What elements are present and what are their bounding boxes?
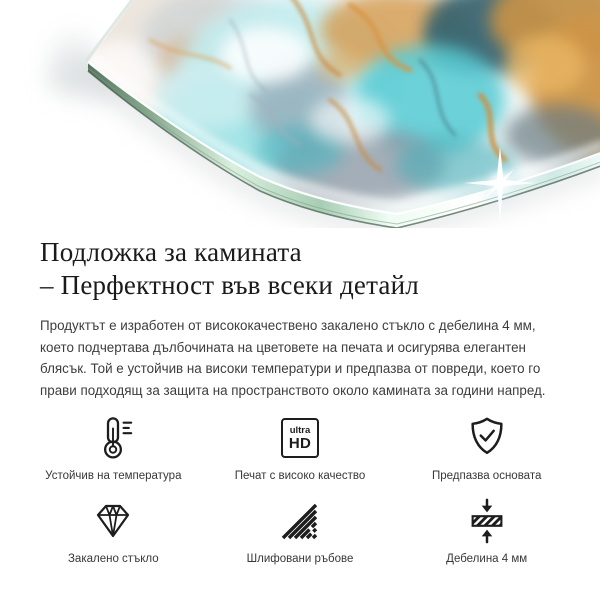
product-description: Продуктът е изработен от висококачествено закалено стъкло с дебелина 4 мм, което подчертава дълбочината на цветовете на печата и осигурява елегантен блясък. Той е устойчив на високи температури и предпазва от повреди, което го прави подходящ за защита на пространството около камината за години напред. [40,318,546,398]
page-title [40,236,560,302]
feature-thickness [393,498,580,565]
feature-temperature-resistant [20,415,207,482]
feature-label: Шлифовани ръбове [246,553,354,565]
page-title-line2: – Перфектност във всеки детайл [40,270,419,300]
page-title-line1: Подложка за камината [40,237,302,267]
feature-tempered-glass [20,498,207,565]
thermometer-icon [91,415,135,461]
glass-panel-illustration [0,0,600,228]
polished-edges-icon [278,498,322,544]
feature-label: Печат с високо качество [234,470,366,482]
thickness-4mm-icon [465,498,509,544]
feature-label: Устойчив на температура [45,470,182,482]
feature-label: Предпазва основата [431,470,542,482]
features-grid [20,415,580,565]
ultra-hd-icon [281,415,319,461]
hero-image [0,0,600,228]
feature-label: Закалено стъкло [67,553,159,565]
ultra-hd-icon-text-bottom: HD [288,434,312,452]
feature-polished-edges [207,498,394,565]
feature-print-quality [207,415,394,482]
shield-check-icon [465,415,509,461]
feature-label: Дебелина 4 мм [446,553,528,565]
ultra-hd-icon-text-top: ultra [289,424,311,436]
diamond-icon [90,498,136,544]
feature-protects-base [393,415,580,482]
